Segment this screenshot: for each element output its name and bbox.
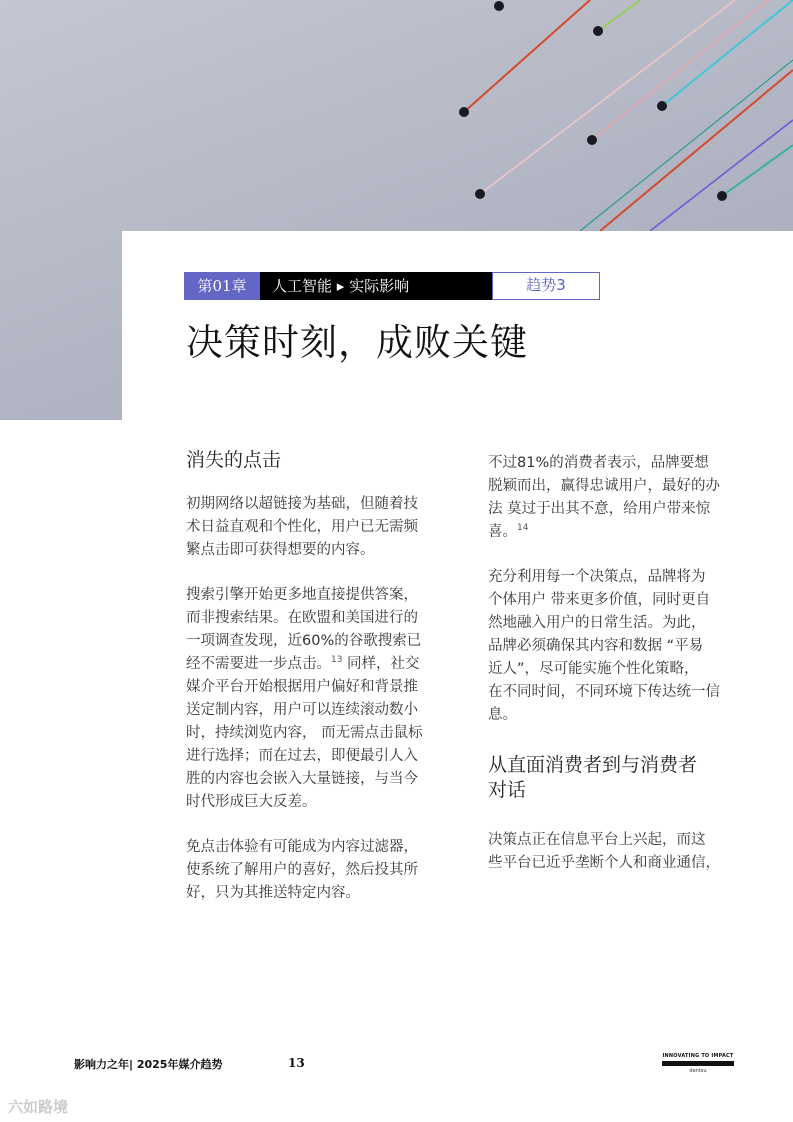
paragraph-text: 不过81%的消费者表示，品牌要想 脱颖而出，赢得忠诚用户，最好的办 法 莫过于出其不意，给用户带来惊 喜。: [488, 455, 720, 540]
right-column: [488, 452, 746, 897]
paragraph: 免点击体验有可能成为内容过滤器， 使系统了解用户的喜好，然后投其所 好，只为其推送特定内容。: [186, 839, 418, 901]
paragraph: 决策点正在信息平台上兴起，而这 些平台已近乎垄断个人和商业通信，: [488, 832, 720, 871]
logo-bar: [662, 1061, 734, 1066]
logo-tagline: INNOVATING TO IMPACT: [662, 1053, 734, 1059]
trend-tag: 趋势3: [492, 272, 600, 300]
paragraph: 初期网络以超链接为基础，但随着技 术日益直观和个性化，用户已无需频 繁点击即可获得想要的内容。: [186, 496, 418, 558]
logo-name: dentsu: [689, 1068, 707, 1074]
topic-tag: 人工智能 ▸ 实际影响: [260, 272, 492, 300]
section-heading-consumer-dialogue: 从直面消费者到与消费者 对话: [488, 754, 698, 801]
footnote-marker: 14: [517, 523, 529, 534]
footnote-marker: 13: [331, 655, 343, 666]
section-heading-disappearing-clicks: 消失的点击: [186, 449, 282, 471]
section-tag-bar: [184, 272, 600, 300]
dentsu-logo: [662, 1053, 734, 1074]
left-column: [186, 448, 454, 927]
paragraph-text: 搜索引擎开始更多地直接提供答案， 而非搜索结果。在欧盟和美国进行的 一项调查发现，近60%的谷歌搜索已 经不需要进一步点击。: [186, 587, 422, 672]
page-title: 决策时刻，成败关键: [186, 321, 528, 364]
chapter-tag: 第01章: [184, 272, 260, 300]
footer-title: 影响力之年| 2025年媒介趋势: [74, 1058, 223, 1071]
paragraph: 充分利用每一个决策点，品牌将为 个体用户 带来更多价值，同时更自 然地融入用户的日常生活。为此， 品牌必须确保其内容和数据 “平易 近人”，尽可能实施个性化策略， 在不同时间，不同环境下传达统一信 息。: [488, 569, 720, 723]
page-number: 13: [288, 1056, 305, 1070]
paragraph: [488, 452, 746, 544]
paragraph-text: 同样，社交 媒介平台开始根据用户偏好和背景推 送定制内容，用户可以连续滚动数小 时，持续浏览内容， 而无需点击鼠标 进行选择；而在过去，即便最引人入 胜的内容也会嵌入大量链接，与当今 时代形成巨大反差。: [186, 656, 423, 810]
paragraph: [186, 584, 454, 814]
watermark: 六如路境: [8, 1098, 69, 1116]
